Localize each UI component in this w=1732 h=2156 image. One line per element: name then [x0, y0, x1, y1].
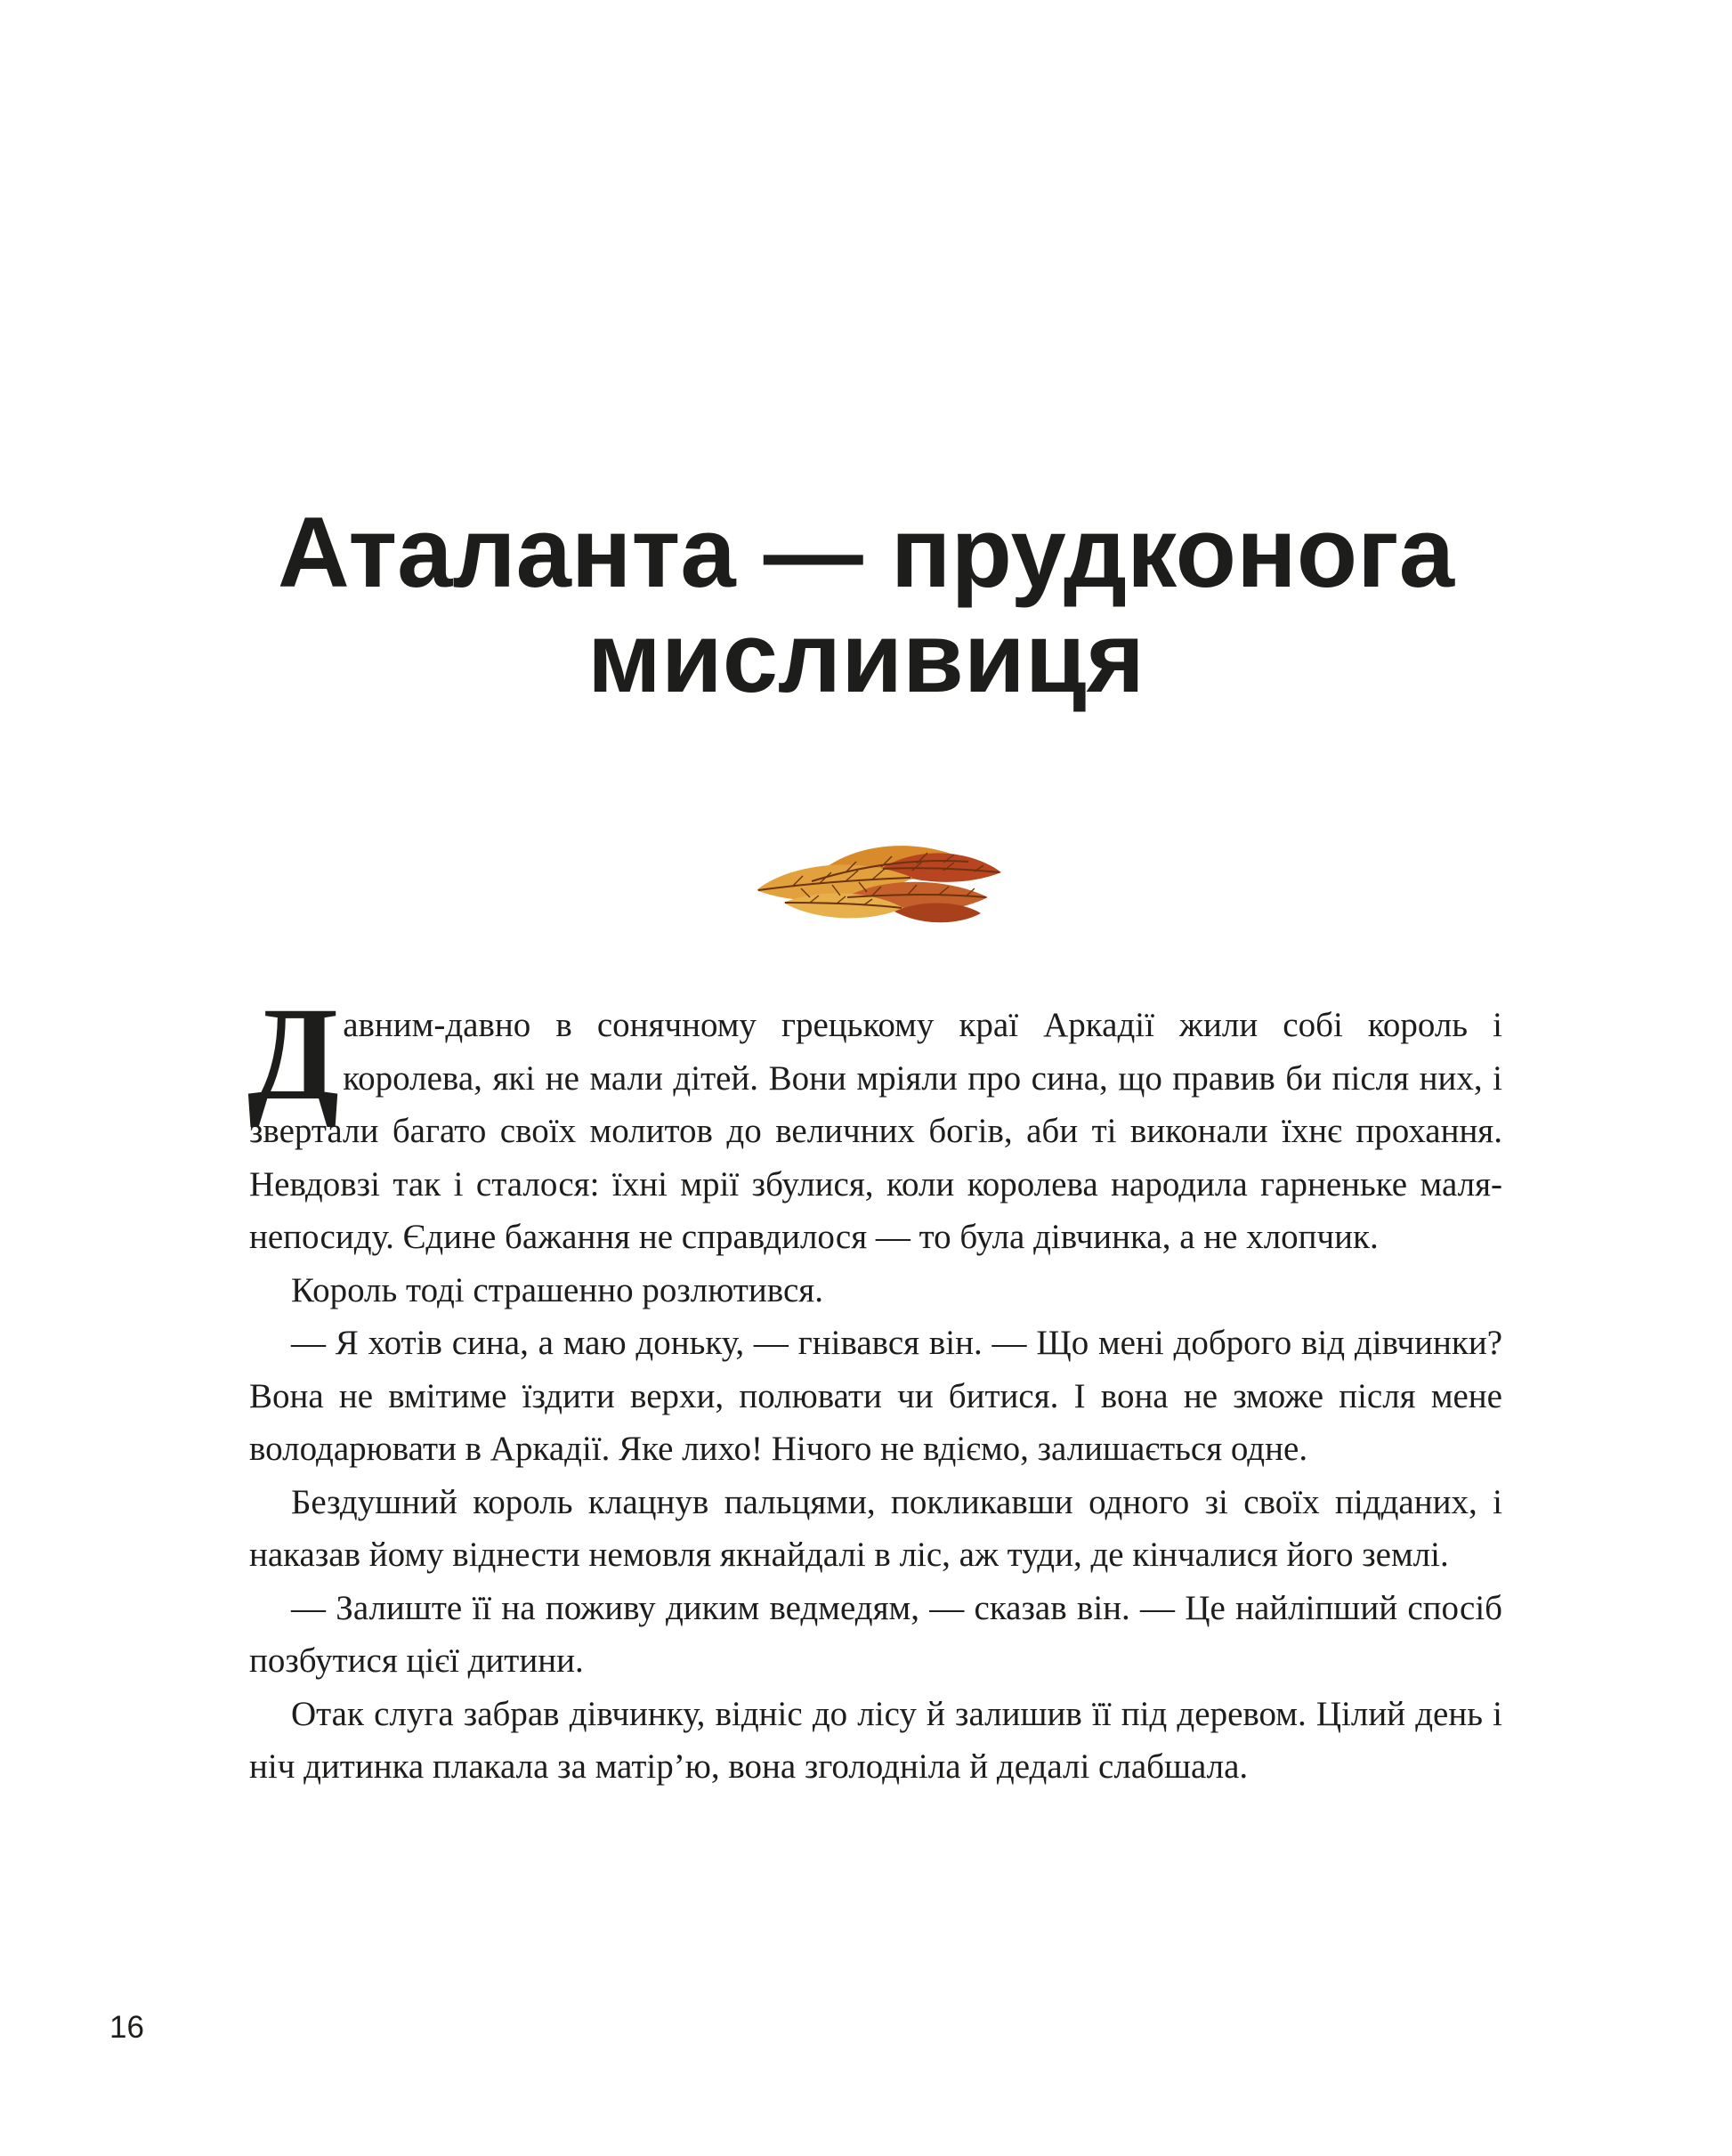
chapter-title-line-2: мисливиця [587, 602, 1145, 713]
autumn-leaves-icon [748, 826, 1006, 933]
paragraph: — Залиште її на поживу диким ведмедям, — сказав він. — Це найліпший спосіб позбутися цієї дитини. [249, 1588, 1502, 1680]
paragraph: Король тоді страшенно розлютився. [291, 1270, 823, 1309]
page-number: 16 [109, 2010, 144, 2045]
paragraph: — Я хотів сина, а маю доньку, — гнівався він. — Що мені доброго від дівчинки? Вона не вмітиме їздити верхи, полювати чи битися. І вона не зможе після мене володарювати в Аркадії. Яке лихо! Нічого не вдіємо, залишається одне. [249, 1324, 1502, 1468]
chapter-title [0, 497, 1732, 713]
paragraph-text: авним-давно в сонячному грецькому краї Аркадії жили собі король і королева, які не мали дітей. Вони мріяли про сина, що правив би після них, і звертали багато своїх молитов до величних богів, аби ті виконали їхнє прохання. Невдовзі так і сталося: їхні мрії збулися, коли королева народила гарненьке маля-непосиду. Єдине бажання не справдилося — то була дівчинка, а не хлопчик. [249, 1006, 1502, 1256]
paragraph: Бездушний король клацнув пальцями, покликавши одного зі своїх підданих, і наказав йому віднести немовля якнайдалі в ліс, аж туди, де кінчалися його землі. [249, 1482, 1502, 1574]
paragraph: Отак слуга забрав дівчинку, відніс до лісу й залишив її під деревом. Цілий день і ніч дитинка плакала за матір’ю, вона зголодніла й дедалі слабшала. [249, 1694, 1502, 1786]
chapter-title-line-1: Аталанта — прудконога [277, 497, 1455, 608]
story-text [247, 980, 1502, 1794]
paragraph [247, 980, 1502, 1264]
drop-cap: Д [247, 980, 340, 1128]
